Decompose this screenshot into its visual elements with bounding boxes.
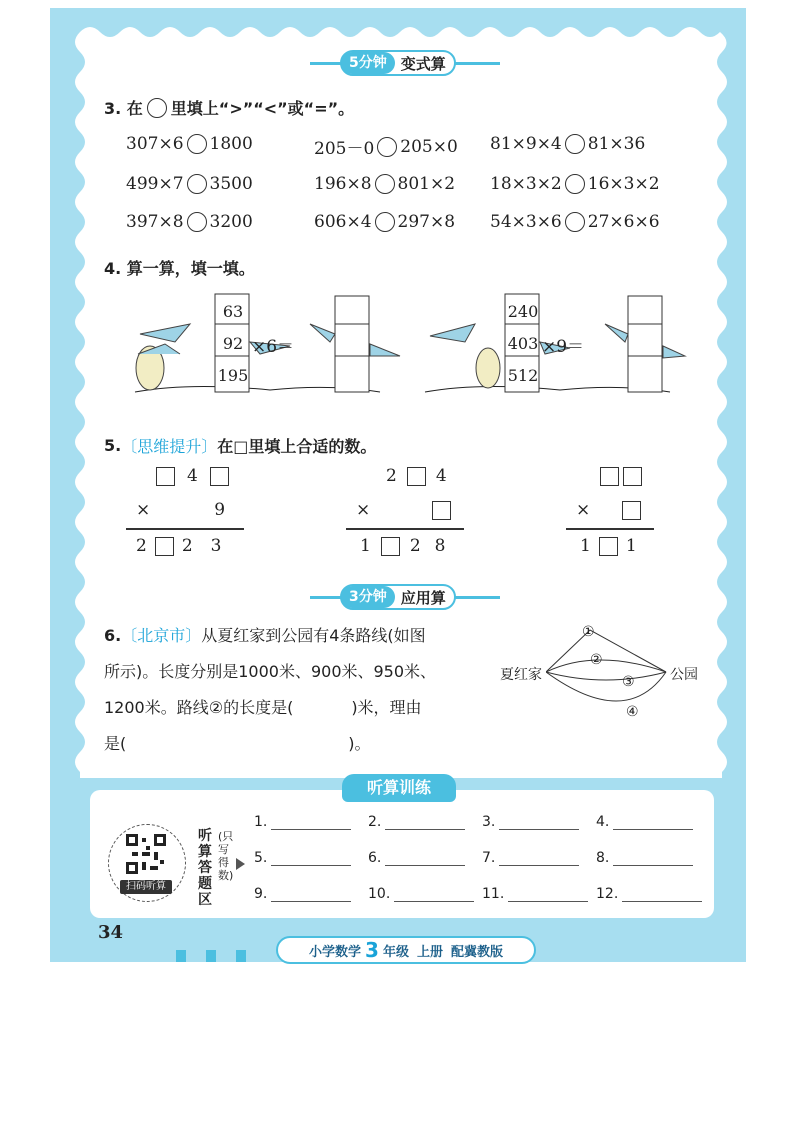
answer-blank[interactable]: 8.	[596, 850, 693, 866]
comparison-item: 307×6 1800	[126, 134, 253, 154]
route-3-label: ③	[622, 674, 635, 690]
answer-box[interactable]	[210, 467, 229, 486]
answer-blank[interactable]: 10.	[368, 886, 474, 902]
answer-box[interactable]	[156, 467, 175, 486]
q5-title: 5. 〔思维提升〕 在□里填上合适的数。	[104, 436, 377, 456]
qr-label: 扫码听算	[120, 880, 172, 894]
answer-blank[interactable]: 4.	[596, 814, 693, 830]
bamboo-right-op: ×9＝	[542, 337, 585, 357]
answer-box[interactable]	[623, 467, 642, 486]
comparison-item: 54×3×6 27×6×6	[490, 212, 660, 232]
section-time: 5分钟	[341, 52, 395, 74]
answer-box[interactable]	[381, 537, 400, 556]
comparison-item: 397×8 3200	[126, 212, 253, 232]
comparison-item: 205－0 205×0	[314, 136, 458, 159]
compare-circle[interactable]	[187, 174, 207, 194]
route-1-label: ①	[582, 624, 595, 640]
section-banner-1	[320, 50, 490, 76]
answer-box[interactable]	[155, 537, 174, 556]
bamboo-right-values: 240 403 512	[507, 302, 539, 385]
answer-box[interactable]	[407, 467, 426, 486]
route-home: 夏红家	[500, 667, 542, 683]
answer-blank[interactable]: 9.	[254, 886, 351, 902]
answer-blank[interactable]: 3.	[482, 814, 579, 830]
q6-text: 6.〔北京市〕从夏红家到公园有4条路线(如图 所示)。长度分别是1000米、900米、950米、 1200米。路线②的长度是( )米，理由 是( )。	[104, 626, 437, 753]
route-2-label: ②	[590, 652, 603, 668]
compare-circle[interactable]	[565, 134, 585, 154]
comparison-item: 499×7 3500	[126, 174, 253, 194]
answer-box[interactable]	[600, 467, 619, 486]
compare-circle[interactable]	[375, 174, 395, 194]
listening-title: 听算训练	[342, 774, 456, 802]
answer-blank[interactable]: 7.	[482, 850, 579, 866]
bamboo-left-op: ×6＝	[252, 337, 295, 357]
answer-blank[interactable]: 1.	[254, 814, 351, 830]
answer-box[interactable]	[599, 537, 618, 556]
compare-circle[interactable]	[187, 212, 207, 232]
answer-blank[interactable]: 11.	[482, 886, 588, 902]
comparison-item: 18×3×2 16×3×2	[490, 174, 660, 194]
answer-blank[interactable]: 6.	[368, 850, 465, 866]
answer-area-label: 听算答题区	[198, 828, 212, 908]
answer-blank[interactable]: 5.	[254, 850, 351, 866]
q4-title: 4. 算一算，填一填。	[104, 259, 255, 278]
workbook-page: 5分钟 变式算 3. 在 里填上“>”“<”或“=”。 307×6 1800 205－0 205×0 81×9×4 81×36 499×7 3500 196×8 801×2 18×3×2 16×3×2 397×8 3200 606×4 297×8 54×3×6 27×6×6 4. 算一算，填一填。 63 92 195 ×6＝ 240 403 512 ×9＝ 5. 〔思维提升〕 在□里填上合适的数。 4 × 9 2 2 3 2 4 × 1 2 8 × 1 1 3分钟 应用算 6.〔北京市〕从夏红家到公园有4条路线(如图 所示)。长度分别是1000米、900米、950米、 1200米。路线②的长度是( )米，理由 是( )。 夏红家 公园 ① ② ③ ④ 听算训练 扫码听算 听算答题区 (只写得数) 1. 2. 3. 4. 5. 6. 7. 8. 9. 10. 11. 12. 34 小学数学 3 年级 上册 配冀教版	[50, 8, 746, 962]
compare-circle[interactable]	[375, 212, 395, 232]
section-name: 应用算	[400, 588, 446, 607]
answer-blank[interactable]: 2.	[368, 814, 465, 830]
section-name: 变式算	[400, 54, 446, 73]
section-time: 3分钟	[341, 586, 395, 608]
answer-box[interactable]	[622, 501, 641, 520]
comparison-item: 606×4 297×8	[314, 212, 456, 232]
answer-box[interactable]	[432, 501, 451, 520]
answer-note: (只写得数)	[218, 830, 234, 882]
comparison-item: 196×8 801×2	[314, 174, 456, 194]
compare-circle[interactable]	[377, 137, 397, 157]
page-number: 34	[98, 922, 124, 943]
section-banner-2	[320, 584, 490, 610]
arrow-right-icon	[236, 858, 245, 870]
book-info: 小学数学 3 年级 上册 配冀教版	[276, 936, 536, 964]
compare-circle[interactable]	[565, 174, 585, 194]
comparison-item: 81×9×4 81×36	[490, 134, 646, 154]
qr-code-icon[interactable]	[126, 834, 166, 874]
bamboo-illustration	[130, 284, 690, 404]
q3-title: 3. 在 里填上“>”“<”或“=”。	[104, 99, 355, 118]
route-park: 公园	[670, 667, 698, 683]
compare-circle[interactable]	[187, 134, 207, 154]
answer-blank[interactable]: 12.	[596, 886, 702, 902]
route-4-label: ④	[626, 704, 639, 720]
compare-circle[interactable]	[565, 212, 585, 232]
bamboo-left-values: 63 92 195	[217, 302, 249, 385]
